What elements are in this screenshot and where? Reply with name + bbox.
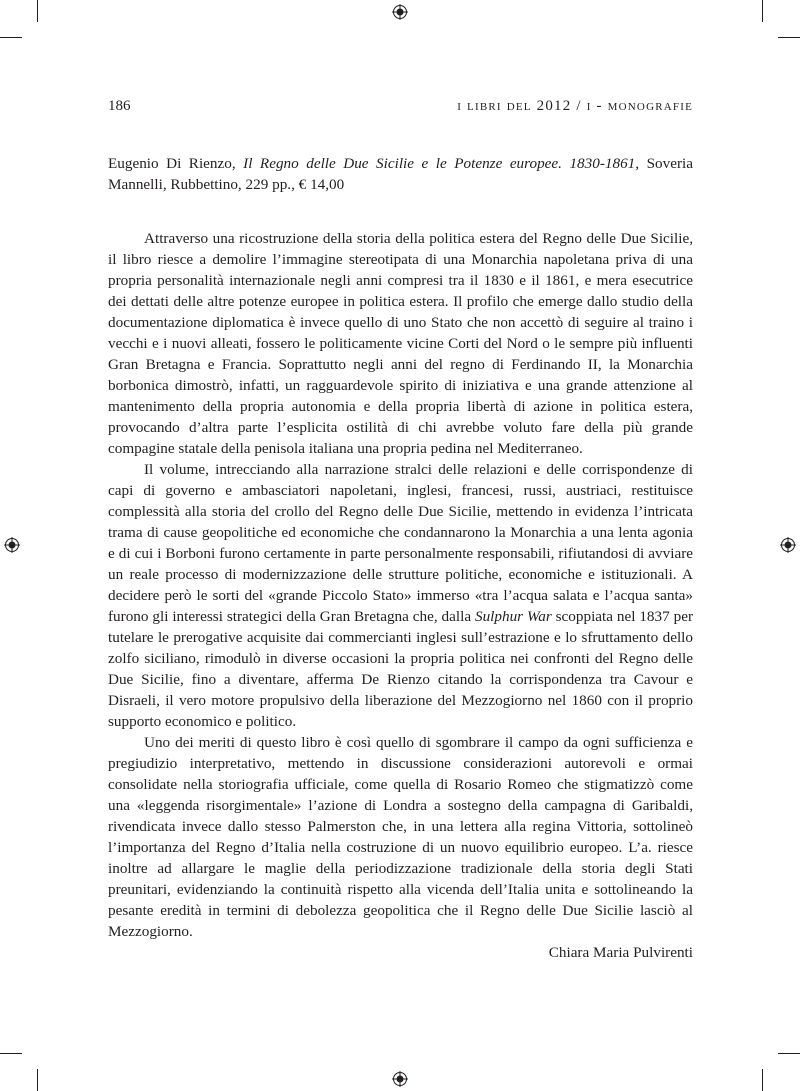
- crop-mark: [0, 37, 22, 38]
- crop-mark: [778, 37, 800, 38]
- paragraph-2: [108, 459, 693, 732]
- citation-publication: Soveria Mannelli, Rubbettino, 229 pp., € 14,00: [108, 155, 693, 193]
- crop-mark: [37, 1069, 38, 1091]
- crop-mark: [0, 1053, 22, 1054]
- crop-mark: [37, 0, 38, 22]
- citation-author: Eugenio Di Rienzo,: [108, 155, 244, 172]
- running-header: [108, 97, 693, 115]
- review-body: [108, 153, 693, 963]
- registration-mark-icon: [780, 537, 796, 553]
- crop-mark: [778, 1053, 800, 1054]
- paragraph-2-text-a: Il volume, intrecciando alla narrazione stralci delle relazioni e delle corrispondenze di capi di governo e ambasciatori napoletani, inglesi, francesi, russi, austriaci, restituisce complessità alla storia del crollo del Regno delle Due Sicilie, mettendo in evidenza l’intricata trama di cause geopolitiche ed economiche che condannarono la Monarchia a una lenta agonia e di cui i Borboni furono certamente in parte personalmente responsabili, rifiutandosi di avviare un reale processo di modernizzazione delle strutture politiche, economiche e istituzionali. A decidere però le sorti del «grande Piccolo Stato» immerso «tra l’acqua salata e l’acqua santa» furono gli interessi strategici della Gran Bretagna che, dalla: [108, 461, 693, 625]
- page-number: 186: [108, 98, 131, 114]
- running-title: i libri del 2012 / i - monografie: [457, 98, 693, 114]
- bibliographic-citation: [108, 153, 693, 195]
- crop-mark: [762, 0, 763, 22]
- crop-mark: [762, 1069, 763, 1091]
- paragraph-1: Attraverso una ricostruzione della storia della politica estera del Regno delle Due Sicilie, il libro riesce a demolire l’immagine stereotipata di una Monarchia napoletana priva di una propria personalità internazionale negli anni compresi tra il 1830 e il 1861, e mera esecutrice dei dettati delle altre potenze europee in politica estera. Il profilo che emerge dallo studio della documentazione diplomatica è invece quello di uno Stato che non accettò di seguire al traino i vecchi e i nuovi alleati, fossero le politicamente vicine Corti del Nord o le sempre più influenti Gran Bretagna e Francia. Soprattutto negli anni del regno di Ferdinando II, la Monarchia borbonica dimostrò, infatti, un ragguardevole spirito di iniziativa e una grande attenzione al mantenimento della propria autonomia e della propria libertà di azione in politica estera, provocando d’altra parte l’esplicita ostilità di chi avrebbe voluto fare della più grande compagine statale della penisola italiana una propria pedina nel Mediterraneo.: [108, 230, 693, 457]
- paragraph-2-text-b: scoppiata nel 1837 per tutelare le prerogative acquisite dai commercianti inglesi sull’estrazione e lo sfruttamento dello zolfo siciliano, rimodulò in diverse occasioni la propria politica nei confronti del Regno delle Due Sicilie, fino a diventare, afferma De Rienzo citando la corrispondenza tra Cavour e Disraeli, il vero motore propulsivo della liberazione del Mezzogiorno nel 1860 con il proprio supporto economico e politico.: [108, 608, 693, 730]
- registration-mark-icon: [4, 537, 20, 553]
- paragraph-2-italic: Sulphur War: [474, 608, 552, 625]
- citation-title: Il Regno delle Due Sicilie e le Potenze europee. 1830-1861,: [243, 155, 640, 172]
- paragraph-3: Uno dei meriti di questo libro è così quello di sgombrare il campo da ogni sufficienza e pregiudizio interpretativo, mettendo in discussione considerazioni autorevoli e ormai consolidate nella storiografia ufficiale, come quella di Rosario Romeo che stigmatizzò come una «leggenda risorgimentale» l’azione di Londra a sostegno della campagna di Garibaldi, rivendicata invece dallo stesso Palmerston che, in una lettera alla regina Vittoria, sottolineò l’importanza del Regno d’Italia nella costruzione di un nuovo equilibrio europeo. L’a. riesce inoltre ad allargare le maglie della periodizzazione tradizionale della storia degli Stati preunitari, evidenziando la continuità rispetto alla vicenda dell’Italia unita e sottolineando la pesante eredità in termini di debolezza geopolitica che il Regno delle Due Sicilie lasciò al Mezzogiorno.: [108, 734, 693, 940]
- author-signature: Chiara Maria Pulvirenti: [548, 944, 693, 961]
- registration-mark-icon: [392, 4, 408, 20]
- registration-mark-icon: [392, 1071, 408, 1087]
